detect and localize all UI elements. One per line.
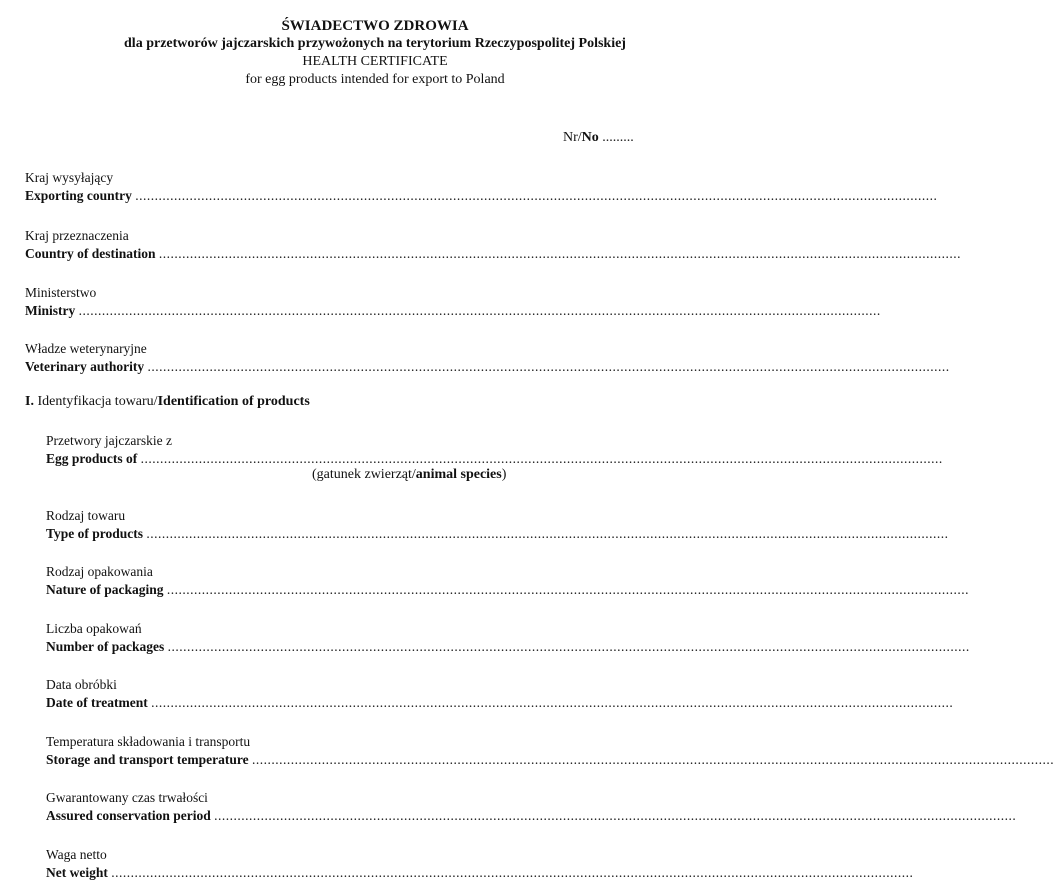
field-label-en: Assured conservation period — [46, 808, 211, 823]
number-label-pl: Nr/ — [563, 130, 582, 145]
field-label-pl: Kraj przeznaczenia — [25, 228, 129, 243]
field-leader: ............................................................................................................................................................................................................... — [146, 526, 949, 541]
field-label-pl: Władze weterynaryjne — [25, 341, 147, 356]
number-label-en: No — [581, 130, 599, 145]
field-label-pl: Przetwory jajczarskie z — [46, 433, 172, 448]
field-date-of-treatment[interactable] — [46, 676, 954, 712]
field-leader: ............................................................................................................................................................................................................... — [214, 808, 1017, 823]
field-ministry[interactable] — [25, 284, 881, 320]
field-veterinary-authority[interactable] — [25, 340, 950, 376]
subtitle-pl: dla przetworów jajczarskich przywożonych na terytorium Rzeczypospolitej Polskiej — [124, 36, 626, 51]
field-label-en: Veterinary authority — [25, 359, 145, 374]
field-assured-conservation-period[interactable] — [46, 789, 1017, 825]
field-label-en: Country of destination — [25, 246, 156, 261]
field-label-pl: Temperatura składowania i transportu — [46, 734, 251, 749]
field-country-of-destination[interactable] — [25, 227, 962, 263]
field-type-of-products[interactable] — [46, 507, 949, 543]
field-label-pl: Rodzaj opakowania — [46, 564, 153, 579]
field-leader: ............................................................................................................................................................................................................... — [78, 303, 881, 318]
field-net-weight[interactable] — [46, 846, 914, 882]
subtitle-en: for egg products intended for export to Poland — [245, 72, 505, 87]
number-dots: ......... — [598, 130, 634, 145]
field-nature-of-packaging[interactable] — [46, 563, 970, 599]
field-label-en: Storage and transport temperature — [46, 752, 249, 767]
field-leader: ............................................................................................................................................................................................................... — [140, 451, 943, 466]
title-pl: ŚWIADECTWO ZDROWIA — [281, 18, 469, 34]
field-egg-products-of[interactable] — [46, 432, 943, 468]
field-label-pl: Gwarantowany czas trwałości — [46, 790, 208, 805]
field-label-en: Exporting country — [25, 188, 132, 203]
field-leader: ............................................................................................................................................................................................................... — [111, 865, 914, 880]
species-note-pl: (gatunek zwierząt/ — [312, 467, 416, 482]
field-label-pl: Rodzaj towaru — [46, 508, 126, 523]
field-label-pl: Data obróbki — [46, 677, 117, 692]
field-leader: ............................................................................................................................................................................................................... — [151, 695, 954, 710]
title-en: HEALTH CERTIFICATE — [302, 54, 448, 69]
species-note-en: animal species — [415, 467, 502, 482]
section-title-pl: Identyfikacja towaru/ — [33, 394, 158, 409]
field-storage-transport-temperature[interactable] — [46, 733, 1054, 769]
field-exporting-country[interactable] — [25, 169, 938, 205]
certificate-number[interactable] — [563, 130, 634, 146]
field-number-of-packages[interactable] — [46, 620, 970, 656]
field-label-en: Date of treatment — [46, 695, 148, 710]
field-leader: ............................................................................................................................................................................................................... — [166, 582, 970, 597]
species-note — [312, 467, 506, 483]
field-leader: ............................................................................................................................................................................................................... — [167, 639, 970, 654]
field-label-en: Number of packages — [46, 639, 165, 654]
section-identification-heading — [25, 394, 310, 410]
field-label-en: Type of products — [46, 526, 144, 541]
field-label-pl: Kraj wysyłający — [25, 170, 114, 185]
field-leader: ............................................................................................................................................................................................................... — [251, 752, 1054, 767]
field-label-en: Egg products of — [46, 451, 138, 466]
field-leader: ............................................................................................................................................................................................................... — [158, 246, 962, 261]
field-label-pl: Liczba opakowań — [46, 621, 142, 636]
field-label-en: Net weight — [46, 865, 108, 880]
field-leader: ............................................................................................................................................................................................................... — [135, 188, 938, 203]
field-label-en: Nature of packaging — [46, 582, 164, 597]
field-label-en: Ministry — [25, 303, 76, 318]
species-note-close: ) — [501, 467, 507, 482]
field-label-pl: Ministerstwo — [25, 285, 97, 300]
field-label-pl: Waga netto — [46, 847, 107, 862]
section-title-en: Identification of products — [157, 394, 310, 409]
field-leader: ............................................................................................................................................................................................................... — [147, 359, 950, 374]
certificate-header — [0, 17, 750, 89]
section-roman: I. — [25, 394, 34, 409]
